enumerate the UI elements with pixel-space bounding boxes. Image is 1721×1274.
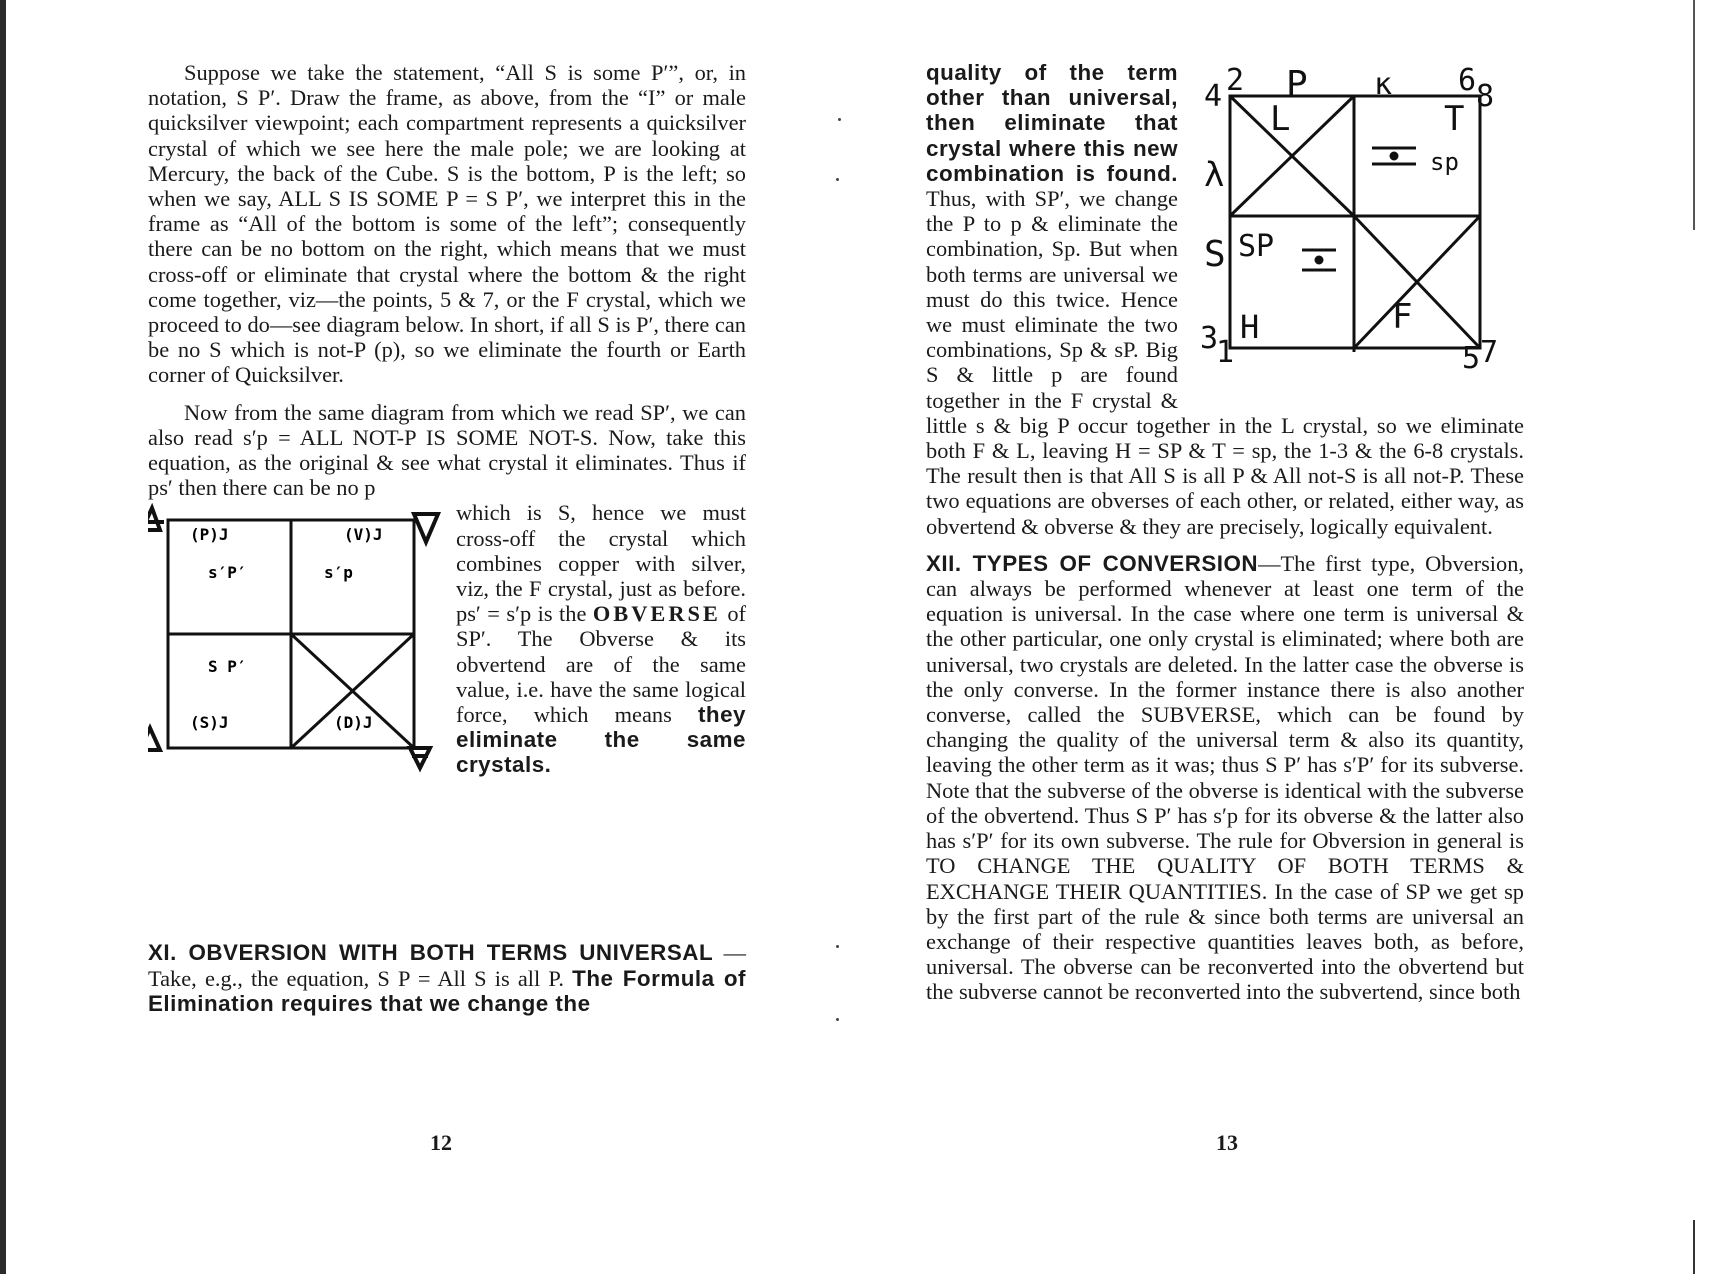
triangle-up-icon: [148, 728, 160, 750]
crystal-letter: T: [1444, 99, 1465, 139]
corner-label: 3: [1200, 321, 1219, 356]
section-xi-bold: The Formula of Elimination requires that we change the: [148, 965, 746, 1016]
section-xi: [148, 940, 746, 1016]
side-label-left: λ: [1204, 155, 1225, 195]
page-number-right: 13: [1216, 1130, 1238, 1155]
right-paragraph-1-a: Thus, with SP′, we change the P to p & eliminate the combination, Sp. But when both terms are universal we must do this twice. Hence we must eliminate the two combinations, Sp & sP. Big S & little p are found together in the F crystal &: [926, 186, 1178, 413]
corner-label: 8: [1476, 79, 1495, 114]
heading-xi: XI. OBVERSION WITH BOTH TERMS UNIVERSAL: [148, 940, 714, 966]
cell-tag: (D)J: [334, 713, 373, 733]
side-label-left: S: [1204, 234, 1226, 275]
corner-label: 2: [1226, 63, 1245, 98]
cell-tag: (P)J: [190, 525, 229, 545]
margin-mark: [836, 945, 839, 948]
obverse-text-b: of SP′. The Obverse & its obvertend are of the same value, i.e. have the same logical force, which means: [456, 601, 746, 728]
left-paragraph-2-intro: Now from the same diagram from which we read SP′, we can also read s′p = ALL NOT-P IS SOME NOT-S. Now, take this equation, as the original & see what crystal it eliminates. Thus if ps′ then there can be no p: [148, 399, 746, 501]
left-paragraph-1: Suppose we take the statement, “All S is some P′”, or, in notation, S P′. Draw the frame, as above, from the “I” or male quicksilver viewpoint; each compartment represents a quicksilver crystal of which we see here the male pole; we are looking at Mercury, the back of the Cube. S is the bottom, P is the left; so when we say, ALL S IS SOME P = S P′, we interpret this in the frame as “All of the bottom is some of the left”; consequently there can be no bottom on the right, which means that we must cross-off or eliminate that crystal where the bottom & the right come together, viz—the points, 5 & 7, or the F crystal, which we proceed to do—see diagram below. In short, if all S is P′, there can be no S which is not-P (p), so we eliminate the fourth or Earth corner of Quicksilver.: [148, 60, 746, 388]
crystal-annotation: sp: [1430, 148, 1459, 176]
obverse-section: [148, 500, 746, 784]
margin-mark: [838, 118, 841, 121]
obverse-term: OBVERSE: [592, 601, 721, 627]
triangle-down-icon: [414, 514, 438, 542]
page-edge: [1693, 0, 1695, 230]
crystal-letter: H: [1240, 308, 1260, 346]
heading-xii: XII. TYPES OF CONVERSION: [926, 550, 1259, 576]
corner-label: 1: [1216, 335, 1235, 370]
obverse-bold-end: they eliminate the same crystals.: [456, 702, 746, 778]
section-xii-text: —The first type, Obversion, can always be performed whenever at least one term of the equation is universal. In the case where one term is universal & the other particular, one only crystal is eliminated; where both are universal, two crystals are deleted. In the latter case the obverse is the only converse. In the former instance there is also another converse, called the SUBVERSE, which can be found by changing the quality of the universal term & also its quantity, leaving the other term as it was; thus S P′ has s′P′ for its subverse. Note that the subverse of the obverse is identical with the subverse of the obvertend. Thus S P′ has s′p for its obverse & the latter also has s′P′ for its own subverse. The rule for Obversion in general is TO CHANGE THE QUALITY OF BOTH TERMS & EXCHANGE THEIR QUANTITIES. In the case of SP we get sp by the first part of the rule & since both terms are universal an exchange of their respective quantities leaves both, as before, universal. The obverse can be reconverted into the obvertend but the subverse cannot be reconverted into the subvertend, since both: [926, 550, 1524, 1005]
left-paragraph-2: [148, 400, 746, 501]
cell-label: s′P′: [208, 563, 247, 583]
cell-tag: (S)J: [190, 713, 229, 733]
corner-label: 5: [1462, 341, 1481, 376]
triangle-up-barred-icon: [148, 508, 160, 530]
right-crystal-diagram: [1194, 56, 1524, 394]
cell-label: S P′: [208, 657, 247, 677]
right-page: [926, 60, 1524, 1005]
page-number-left: 12: [430, 1130, 452, 1155]
cell-tag: (V)J: [344, 525, 383, 545]
right-paragraph-1-b: little s & big P occur together in the L crystal, so we eliminate both F & L, leaving H = SP & T = sp, the 1-3 & the 6-8 crystals. The result then is that All S is all P & All not-S is all not-P. These two equations are obverses of each other, or related, either way, as obvertend & obverse & they are precisely, logically equivalent.: [926, 412, 1524, 539]
blank-space: [148, 784, 746, 940]
margin-mark: [836, 1018, 839, 1021]
margin-mark: [836, 178, 839, 181]
corner-label: 4: [1204, 79, 1223, 114]
left-page: [148, 60, 746, 1016]
side-label-top: P: [1286, 64, 1308, 105]
diagram-grid: [1230, 96, 1480, 352]
left-crystal-diagram: [148, 500, 450, 784]
section-xi-text: —Take, e.g., the equation, S P = All S is all P.: [148, 940, 746, 991]
obverse-text-a: which is S, hence we must cross-off the crystal which combines copper with silver, viz, the F crystal, just as before. ps′ = s′p is the: [456, 500, 746, 627]
book-spine-edge: [0, 0, 6, 1274]
handwritten-symbols: [1302, 148, 1416, 270]
side-label-top: κ: [1374, 67, 1393, 102]
corner-label: 6: [1458, 63, 1477, 98]
crystal-annotation: SP: [1238, 229, 1275, 264]
crystal-letter: L: [1270, 99, 1291, 139]
page-edge: [1693, 1220, 1695, 1274]
corner-label: 7: [1480, 335, 1499, 370]
cell-label: s′p: [324, 563, 353, 583]
right-paragraph-1-bold: quality of the term other than universal, then eliminate that crystal where this new combination is found.: [926, 60, 1178, 186]
section-xii: [926, 551, 1524, 1005]
crystal-letter: F: [1392, 297, 1413, 337]
